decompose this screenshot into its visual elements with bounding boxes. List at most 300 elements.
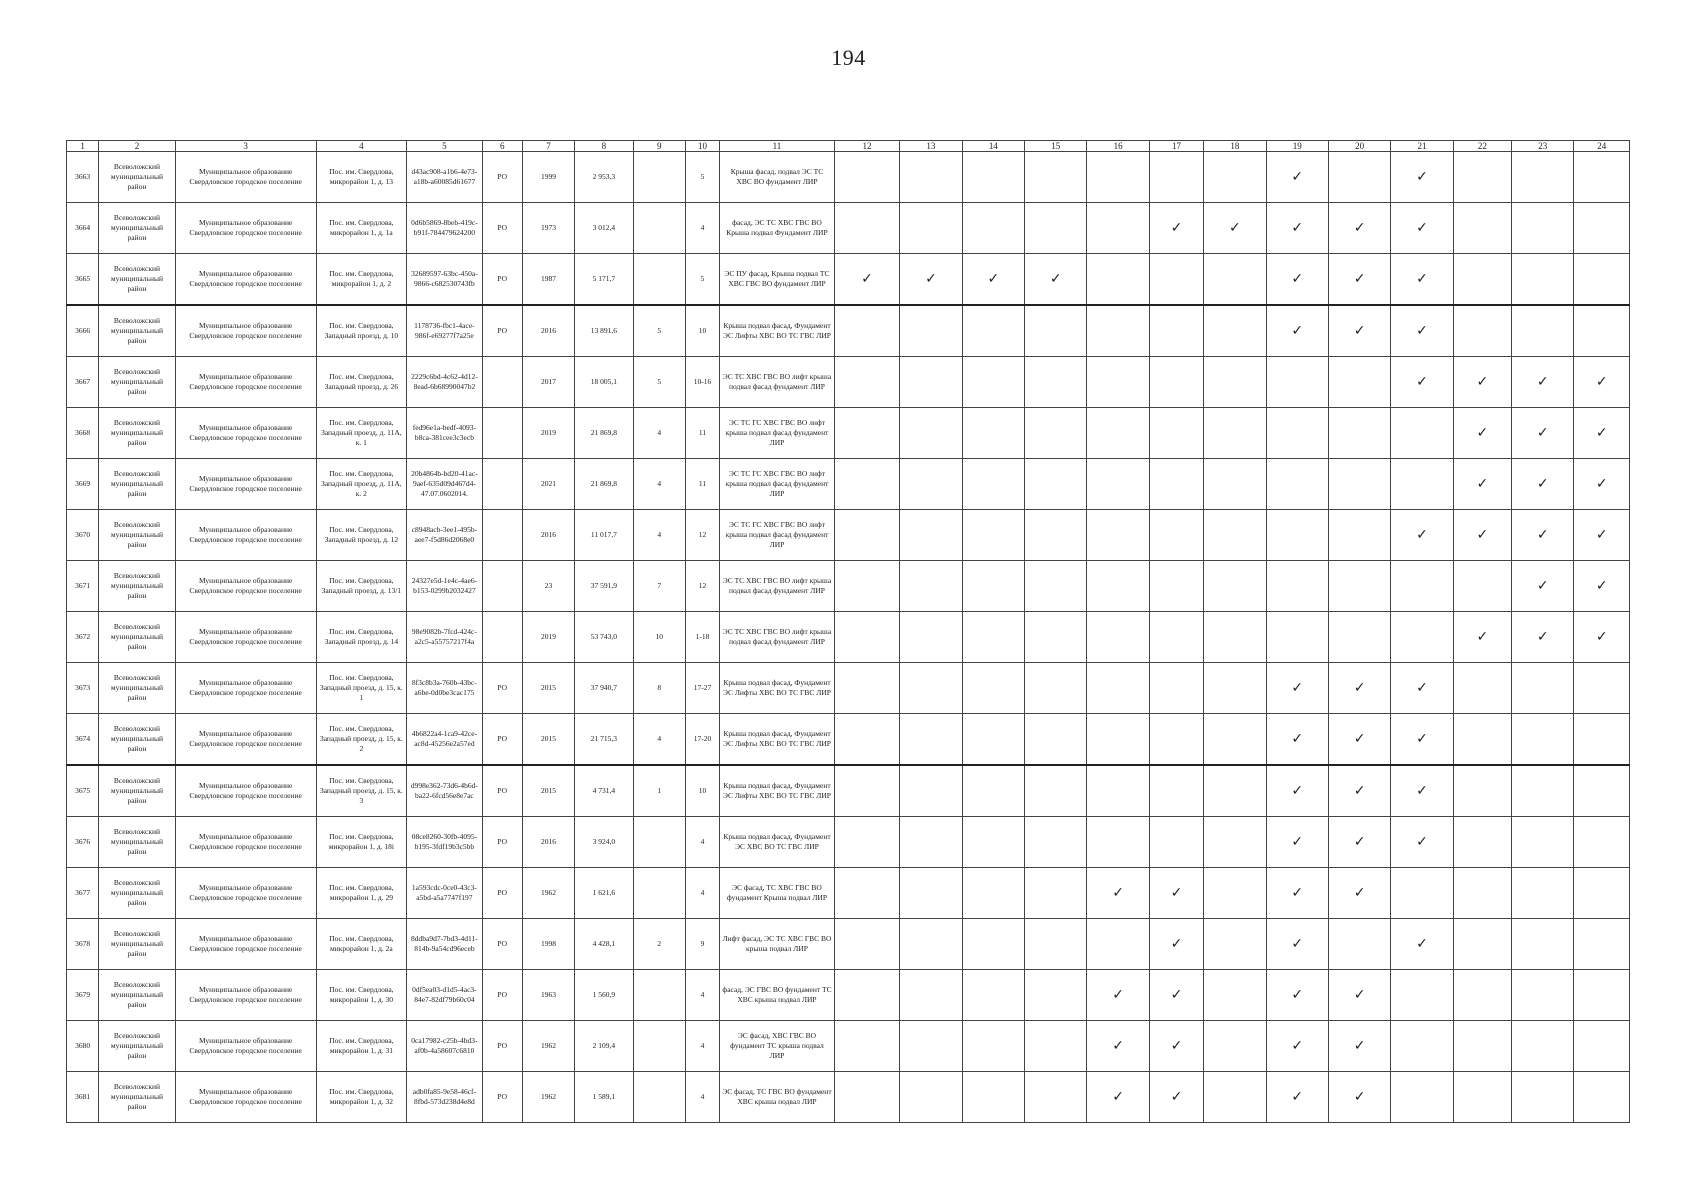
- check-cell: [1025, 152, 1087, 203]
- works-list-cell: Лифт фасад, ЭС ТС ХВС ГВС ВО крыша подвал ЛИР: [720, 919, 835, 970]
- check-cell: ✓: [1391, 714, 1453, 766]
- row-number: 3677: [67, 868, 99, 919]
- table-row: [67, 254, 1630, 306]
- row-number: 3668: [67, 408, 99, 459]
- check-cell: [962, 152, 1024, 203]
- check-cell: ✓: [1391, 203, 1453, 254]
- column-number-13: 13: [900, 141, 962, 152]
- check-cell: [1453, 305, 1511, 357]
- check-cell: [1025, 408, 1087, 459]
- check-cell: [1453, 1021, 1511, 1072]
- check-cell: [1204, 305, 1266, 357]
- municipality-cell: Муниципальное образование Свердловское городское поселение: [175, 305, 316, 357]
- check-cell: [1574, 203, 1630, 254]
- works-list-cell: ЭС ТС ХВС ГВС ВО лифт крыша подвал фасад фундамент ЛИР: [720, 561, 835, 612]
- check-cell: [834, 357, 899, 408]
- check-cell: [1574, 970, 1630, 1021]
- floors-cell: 10: [685, 305, 719, 357]
- works-list-cell: ЭС ПУ фасад, Крыша подвал ТС ХВС ГВС ВО фундамент ЛИР: [720, 254, 835, 306]
- district-cell: Всеволожский муниципальный район: [99, 408, 175, 459]
- floors-cell: 4: [685, 868, 719, 919]
- check-cell: ✓: [1328, 714, 1390, 766]
- municipality-cell: Муниципальное образование Свердловское городское поселение: [175, 203, 316, 254]
- entrances-cell: [633, 1021, 685, 1072]
- floors-cell: 4: [685, 203, 719, 254]
- check-cell: [1512, 254, 1574, 306]
- row-number: 3676: [67, 817, 99, 868]
- works-list-cell: фасад, ЭС ТС ХВС ГВС ВО Крыша подвал Фундамент ЛИР: [720, 203, 835, 254]
- guid-cell: 8f3c8b3a-760b-43bc-a6be-0d0be3cac175: [407, 663, 482, 714]
- check-cell: [1266, 408, 1328, 459]
- check-cell: ✓: [1266, 305, 1328, 357]
- year-cell: 23: [522, 561, 574, 612]
- check-cell: [1512, 970, 1574, 1021]
- check-cell: ✓: [1266, 1021, 1328, 1072]
- column-number-17: 17: [1149, 141, 1203, 152]
- row-number: 3670: [67, 510, 99, 561]
- district-cell: Всеволожский муниципальный район: [99, 305, 175, 357]
- check-cell: [900, 1021, 962, 1072]
- check-cell: [1149, 357, 1203, 408]
- check-cell: [1512, 765, 1574, 817]
- check-cell: [1204, 612, 1266, 663]
- municipality-cell: Муниципальное образование Свердловское городское поселение: [175, 663, 316, 714]
- guid-cell: 32689597-63bc-450a-9866-c682530743fb: [407, 254, 482, 306]
- check-cell: ✓: [900, 254, 962, 306]
- works-list-cell: Крыша подвал фасад, Фундамент ЭС Лифты ХВС ВО ТС ГВС ЛИР: [720, 765, 835, 817]
- row-number: 3673: [67, 663, 99, 714]
- column-number-19: 19: [1266, 141, 1328, 152]
- address-cell: Пос. им. Свердлова, Западный проезд, д. 12: [316, 510, 407, 561]
- check-cell: [1087, 408, 1149, 459]
- check-cell: ✓: [834, 254, 899, 306]
- row-number: 3681: [67, 1072, 99, 1123]
- table-row: [67, 203, 1630, 254]
- check-cell: [1453, 817, 1511, 868]
- district-cell: Всеволожский муниципальный район: [99, 714, 175, 766]
- check-cell: ✓: [1391, 254, 1453, 306]
- entrances-cell: [633, 1072, 685, 1123]
- guid-cell: adb0fa85-9e58-46cf-8fbd-573d238d4e8d: [407, 1072, 482, 1123]
- check-cell: [1025, 919, 1087, 970]
- check-cell: [1453, 152, 1511, 203]
- area-cell: 21 869,8: [575, 459, 633, 510]
- entrances-cell: 4: [633, 510, 685, 561]
- address-cell: Пос. им. Свердлова, Западный проезд, д. 11А, к. 1: [316, 408, 407, 459]
- municipality-cell: Муниципальное образование Свердловское городское поселение: [175, 765, 316, 817]
- district-cell: Всеволожский муниципальный район: [99, 919, 175, 970]
- check-cell: [1025, 305, 1087, 357]
- district-cell: Всеволожский муниципальный район: [99, 612, 175, 663]
- check-cell: [1512, 817, 1574, 868]
- check-cell: [1149, 305, 1203, 357]
- check-cell: ✓: [1328, 1072, 1390, 1123]
- year-cell: 1963: [522, 970, 574, 1021]
- table-row: [67, 510, 1630, 561]
- year-cell: 2015: [522, 714, 574, 766]
- check-cell: [1204, 254, 1266, 306]
- check-cell: [1391, 459, 1453, 510]
- check-cell: [1204, 357, 1266, 408]
- check-cell: ✓: [1266, 1072, 1328, 1123]
- area-cell: 11 017,7: [575, 510, 633, 561]
- check-cell: ✓: [1453, 408, 1511, 459]
- floors-cell: 5: [685, 152, 719, 203]
- check-cell: ✓: [1453, 612, 1511, 663]
- year-cell: 2016: [522, 510, 574, 561]
- guid-cell: 2229c6bd-4c62-4d12-8ead-6b68990047b2: [407, 357, 482, 408]
- check-cell: [1149, 561, 1203, 612]
- row-number: 3678: [67, 919, 99, 970]
- check-cell: [834, 714, 899, 766]
- check-cell: [1087, 305, 1149, 357]
- floors-cell: 12: [685, 510, 719, 561]
- check-cell: ✓: [1453, 357, 1511, 408]
- area-cell: 37 940,7: [575, 663, 633, 714]
- entrances-cell: [633, 970, 685, 1021]
- floors-cell: 4: [685, 817, 719, 868]
- check-cell: [900, 868, 962, 919]
- address-cell: Пос. им. Свердлова, Западный проезд, д. 14: [316, 612, 407, 663]
- check-cell: [834, 919, 899, 970]
- check-cell: [834, 408, 899, 459]
- year-cell: 2021: [522, 459, 574, 510]
- check-cell: [962, 305, 1024, 357]
- area-cell: 5 171,7: [575, 254, 633, 306]
- check-cell: [962, 1072, 1024, 1123]
- check-cell: [1574, 765, 1630, 817]
- municipality-cell: Муниципальное образование Свердловское городское поселение: [175, 1072, 316, 1123]
- entrances-cell: [633, 152, 685, 203]
- check-cell: [1328, 561, 1390, 612]
- check-cell: [1204, 561, 1266, 612]
- floors-cell: 10: [685, 765, 719, 817]
- works-list-cell: ЭС ТС ГС ХВС ГВС ВО лифт крыша подвал фасад фундамент ЛИР: [720, 459, 835, 510]
- check-cell: [1512, 1072, 1574, 1123]
- check-cell: [1574, 663, 1630, 714]
- check-cell: [1391, 612, 1453, 663]
- type-cell: РО: [482, 663, 522, 714]
- check-cell: ✓: [1574, 510, 1630, 561]
- check-cell: ✓: [1512, 612, 1574, 663]
- check-cell: [1149, 663, 1203, 714]
- check-cell: [962, 510, 1024, 561]
- check-cell: [1453, 663, 1511, 714]
- district-cell: Всеволожский муниципальный район: [99, 203, 175, 254]
- check-cell: [1266, 510, 1328, 561]
- row-number: 3672: [67, 612, 99, 663]
- check-cell: [1328, 510, 1390, 561]
- district-cell: Всеволожский муниципальный район: [99, 817, 175, 868]
- column-number-22: 22: [1453, 141, 1511, 152]
- type-cell: РО: [482, 714, 522, 766]
- district-cell: Всеволожский муниципальный район: [99, 459, 175, 510]
- check-cell: [962, 408, 1024, 459]
- year-cell: 1998: [522, 919, 574, 970]
- address-cell: Пос. им. Свердлова, микрорайон 1, д. 29: [316, 868, 407, 919]
- table-row: [67, 970, 1630, 1021]
- year-cell: 1962: [522, 1021, 574, 1072]
- municipality-cell: Муниципальное образование Свердловское городское поселение: [175, 970, 316, 1021]
- check-cell: [962, 970, 1024, 1021]
- check-cell: [1266, 561, 1328, 612]
- column-number-8: 8: [575, 141, 633, 152]
- area-cell: 13 891,6: [575, 305, 633, 357]
- works-list-cell: ЭС ТС ХВС ГВС ВО лифт крыша подвал фасад фундамент ЛИР: [720, 612, 835, 663]
- check-cell: [1453, 970, 1511, 1021]
- check-cell: [962, 1021, 1024, 1072]
- check-cell: [900, 1072, 962, 1123]
- municipality-cell: Муниципальное образование Свердловское городское поселение: [175, 459, 316, 510]
- address-cell: Пос. им. Свердлова, микрорайон 1, д. 30: [316, 970, 407, 1021]
- check-cell: [1149, 612, 1203, 663]
- check-cell: [962, 765, 1024, 817]
- check-cell: [962, 817, 1024, 868]
- check-cell: [1512, 1021, 1574, 1072]
- check-cell: [1149, 408, 1203, 459]
- row-number: 3669: [67, 459, 99, 510]
- table-row: [67, 1021, 1630, 1072]
- check-cell: [1087, 919, 1149, 970]
- area-cell: 21 869,8: [575, 408, 633, 459]
- check-cell: ✓: [1512, 459, 1574, 510]
- check-cell: [900, 919, 962, 970]
- check-cell: [1512, 919, 1574, 970]
- check-cell: [1149, 152, 1203, 203]
- check-cell: [834, 510, 899, 561]
- check-cell: [1328, 408, 1390, 459]
- area-cell: 18 005,1: [575, 357, 633, 408]
- check-cell: [1025, 714, 1087, 766]
- check-cell: [900, 152, 962, 203]
- check-cell: ✓: [1512, 408, 1574, 459]
- check-cell: ✓: [1149, 970, 1203, 1021]
- check-cell: ✓: [1266, 868, 1328, 919]
- check-cell: [1453, 203, 1511, 254]
- check-cell: ✓: [1266, 970, 1328, 1021]
- column-number-4: 4: [316, 141, 407, 152]
- district-cell: Всеволожский муниципальный район: [99, 357, 175, 408]
- check-cell: ✓: [1149, 1021, 1203, 1072]
- check-cell: [1025, 357, 1087, 408]
- check-cell: [900, 357, 962, 408]
- municipality-cell: Муниципальное образование Свердловское городское поселение: [175, 919, 316, 970]
- entrances-cell: 1: [633, 765, 685, 817]
- entrances-cell: [633, 203, 685, 254]
- column-number-24: 24: [1574, 141, 1630, 152]
- table-row: [67, 919, 1630, 970]
- check-cell: [1391, 970, 1453, 1021]
- district-cell: Всеволожский муниципальный район: [99, 561, 175, 612]
- column-number-1: 1: [67, 141, 99, 152]
- check-cell: [1512, 203, 1574, 254]
- check-cell: [834, 305, 899, 357]
- check-cell: [1025, 1021, 1087, 1072]
- check-cell: [1087, 612, 1149, 663]
- check-cell: ✓: [1512, 357, 1574, 408]
- check-cell: [1512, 663, 1574, 714]
- type-cell: РО: [482, 1021, 522, 1072]
- check-cell: [1204, 817, 1266, 868]
- check-cell: [900, 561, 962, 612]
- check-cell: [1025, 817, 1087, 868]
- check-cell: ✓: [1391, 663, 1453, 714]
- check-cell: [834, 765, 899, 817]
- area-cell: 1 560,9: [575, 970, 633, 1021]
- check-cell: [1087, 714, 1149, 766]
- row-number: 3679: [67, 970, 99, 1021]
- municipality-cell: Муниципальное образование Свердловское городское поселение: [175, 408, 316, 459]
- year-cell: 2019: [522, 612, 574, 663]
- table-row: [67, 817, 1630, 868]
- guid-cell: 20b4864b-bd20-41ac-9aef-635d09d467d4-47.07.0602014.: [407, 459, 482, 510]
- check-cell: [1204, 459, 1266, 510]
- check-cell: [962, 919, 1024, 970]
- check-cell: ✓: [1328, 817, 1390, 868]
- check-cell: [962, 459, 1024, 510]
- year-cell: 2016: [522, 305, 574, 357]
- check-cell: [962, 868, 1024, 919]
- check-cell: [1025, 868, 1087, 919]
- check-cell: [900, 459, 962, 510]
- row-number: 3671: [67, 561, 99, 612]
- check-cell: ✓: [1574, 408, 1630, 459]
- table-row: [67, 305, 1630, 357]
- address-cell: Пос. им. Свердлова, Западный проезд, д. 13/1: [316, 561, 407, 612]
- check-cell: [1453, 714, 1511, 766]
- check-cell: [1204, 1072, 1266, 1123]
- check-cell: ✓: [1149, 1072, 1203, 1123]
- check-cell: ✓: [1328, 305, 1390, 357]
- check-cell: ✓: [1328, 970, 1390, 1021]
- check-cell: [1204, 765, 1266, 817]
- district-cell: Всеволожский муниципальный район: [99, 510, 175, 561]
- table-row: [67, 612, 1630, 663]
- column-number-11: 11: [720, 141, 835, 152]
- check-cell: [1204, 663, 1266, 714]
- guid-cell: 1178736-fbc1-4ace-986f-e69277f7a25e: [407, 305, 482, 357]
- works-list-cell: ЭС ТС ГС ХВС ГВС ВО лифт крыша подвал фасад фундамент ЛИР: [720, 408, 835, 459]
- page-number: 194: [831, 45, 866, 70]
- check-cell: [900, 408, 962, 459]
- entrances-cell: [633, 817, 685, 868]
- check-cell: ✓: [1391, 817, 1453, 868]
- guid-cell: d998e362-73d6-4b6d-ba22-6fcd56e8e7ac: [407, 765, 482, 817]
- check-cell: [1328, 357, 1390, 408]
- check-cell: ✓: [1204, 203, 1266, 254]
- check-cell: [1204, 919, 1266, 970]
- check-cell: [834, 612, 899, 663]
- year-cell: 1987: [522, 254, 574, 306]
- area-cell: 37 591,9: [575, 561, 633, 612]
- year-cell: 1999: [522, 152, 574, 203]
- check-cell: [1574, 817, 1630, 868]
- check-cell: ✓: [1453, 510, 1511, 561]
- check-cell: [1574, 919, 1630, 970]
- check-cell: [1149, 510, 1203, 561]
- check-cell: [1149, 459, 1203, 510]
- check-cell: ✓: [1149, 203, 1203, 254]
- column-number-23: 23: [1512, 141, 1574, 152]
- works-list-cell: ЭС ТС ГС ХВС ГВС ВО лифт крыша подвал фасад фундамент ЛИР: [720, 510, 835, 561]
- check-cell: [1204, 868, 1266, 919]
- check-cell: [1512, 305, 1574, 357]
- works-list-cell: ЭС фасад, ТС ГВС ВО фундамент ХВС крыша подвал ЛИР: [720, 1072, 835, 1123]
- check-cell: [1453, 765, 1511, 817]
- check-cell: ✓: [1574, 357, 1630, 408]
- check-cell: [1204, 1021, 1266, 1072]
- check-cell: [1453, 254, 1511, 306]
- check-cell: [1574, 152, 1630, 203]
- row-number: 3675: [67, 765, 99, 817]
- column-number-6: 6: [482, 141, 522, 152]
- floors-cell: 1-18: [685, 612, 719, 663]
- check-cell: [900, 612, 962, 663]
- check-cell: [1025, 1072, 1087, 1123]
- check-cell: [1266, 459, 1328, 510]
- check-cell: [1025, 459, 1087, 510]
- entrances-cell: 5: [633, 357, 685, 408]
- table-row: [67, 357, 1630, 408]
- works-list-cell: Крыша подвал фасад, Фундамент ЭС Лифты ХВС ВО ТС ГВС ЛИР: [720, 714, 835, 766]
- check-cell: [1087, 561, 1149, 612]
- check-cell: [1512, 152, 1574, 203]
- check-cell: [1391, 868, 1453, 919]
- type-cell: РО: [482, 970, 522, 1021]
- works-list-cell: Крыша подвал фасад, Фундамент ЭС Лифты ХВС ВО ТС ГВС ЛИР: [720, 305, 835, 357]
- check-cell: [1266, 612, 1328, 663]
- address-cell: Пос. им. Свердлова, микрорайон 1, д. 2: [316, 254, 407, 306]
- check-cell: ✓: [1025, 254, 1087, 306]
- type-cell: [482, 561, 522, 612]
- address-cell: Пос. им. Свердлова, Западный проезд, д. 26: [316, 357, 407, 408]
- works-list-cell: фасад, ЭС ГВС ВО фундамент ТС ХВС крыша подвал ЛИР: [720, 970, 835, 1021]
- area-cell: 21 715,3: [575, 714, 633, 766]
- row-number: 3667: [67, 357, 99, 408]
- municipality-cell: Муниципальное образование Свердловское городское поселение: [175, 714, 316, 766]
- check-cell: ✓: [1328, 203, 1390, 254]
- check-cell: ✓: [1328, 1021, 1390, 1072]
- row-number: 3666: [67, 305, 99, 357]
- check-cell: [1391, 408, 1453, 459]
- column-number-20: 20: [1328, 141, 1390, 152]
- check-cell: [1391, 1072, 1453, 1123]
- district-cell: Всеволожский муниципальный район: [99, 152, 175, 203]
- year-cell: 1973: [522, 203, 574, 254]
- floors-cell: 10-16: [685, 357, 719, 408]
- check-cell: [1087, 663, 1149, 714]
- row-number: 3680: [67, 1021, 99, 1072]
- check-cell: [1453, 561, 1511, 612]
- check-cell: ✓: [1328, 663, 1390, 714]
- check-cell: [1328, 152, 1390, 203]
- check-cell: [834, 459, 899, 510]
- works-list-cell: ЭС фасад, ХВС ГВС ВО фундамент ТС крыша подвал ЛИР: [720, 1021, 835, 1072]
- floors-cell: 11: [685, 408, 719, 459]
- check-cell: [900, 203, 962, 254]
- check-cell: [1025, 970, 1087, 1021]
- check-cell: [1204, 408, 1266, 459]
- year-cell: 1962: [522, 1072, 574, 1123]
- district-cell: Всеволожский муниципальный район: [99, 1021, 175, 1072]
- row-number: 3665: [67, 254, 99, 306]
- district-cell: Всеволожский муниципальный район: [99, 970, 175, 1021]
- check-cell: [1025, 612, 1087, 663]
- area-cell: 4 731,4: [575, 765, 633, 817]
- address-cell: Пос. им. Свердлова, Западный проезд, д. 10: [316, 305, 407, 357]
- table-row: [67, 868, 1630, 919]
- check-cell: ✓: [1328, 765, 1390, 817]
